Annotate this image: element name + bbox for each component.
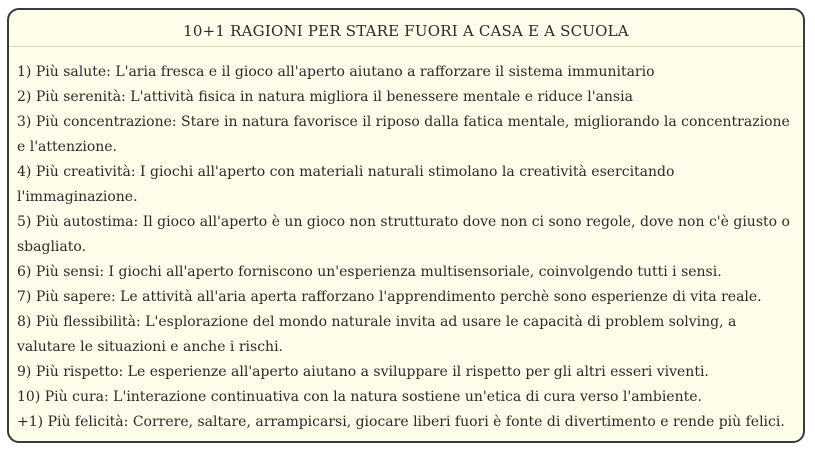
item-text: Le attività all'aria aperta rafforzano l'apprendimento perchè sono esperienze di vita reale. — [120, 289, 762, 305]
item-number: 5) — [17, 214, 32, 230]
item-heading: Più autostima: — [35, 214, 139, 230]
list-item — [17, 60, 799, 85]
item-text: Stare in natura favorisce il riposo dalla fatica mentale, migliorando la concentrazione e l'attenzione. — [17, 114, 790, 155]
item-heading: Più flessibilità: — [35, 314, 141, 330]
item-number: 1) — [17, 64, 32, 80]
title-divider — [9, 46, 803, 47]
list-item — [17, 210, 799, 260]
list-item — [17, 410, 799, 435]
item-number: 4) — [17, 164, 32, 180]
card-title: 10+1 RAGIONI PER STARE FUORI A CASA E A SCUOLA — [183, 22, 629, 40]
item-text: L'interazione continuativa con la natura sostiene un'etica di cura verso l'ambiente. — [113, 389, 702, 405]
item-text: L'attività fisica in natura migliora il benessere mentale e riduce l'ansia — [130, 89, 633, 105]
item-text: L'aria fresca e il gioco all'aperto aiutano a rafforzare il sistema immunitario — [115, 64, 655, 80]
item-text: L'esplorazione del mondo naturale invita ad usare le capacità di problem solving, a valutare le situazioni e anche i rischi. — [17, 314, 737, 355]
item-heading: Più concentrazione: — [35, 114, 177, 130]
list-item — [17, 260, 799, 285]
item-heading: Più rispetto: — [35, 364, 124, 380]
list-item — [17, 160, 799, 210]
item-text: Le esperienze all'aperto aiutano a sviluppare il rispetto per gli altri esseri viventi. — [127, 364, 709, 380]
item-number: 2) — [17, 89, 32, 105]
item-text: Il gioco all'aperto è un gioco non strutturato dove non ci sono regole, dove non c'è giusto o sbagliato. — [17, 214, 790, 255]
item-number: 8) — [17, 314, 32, 330]
item-heading: Più sapere: — [35, 289, 116, 305]
item-number: +1) — [17, 414, 44, 430]
list-item — [17, 385, 799, 410]
list-item — [17, 360, 799, 385]
list-item — [17, 85, 799, 110]
item-text: I giochi all'aperto con materiali naturali stimolano la creatività esercitando l'immaginazione. — [17, 164, 675, 205]
item-heading: Più felicità: — [47, 414, 129, 430]
item-number: 7) — [17, 289, 32, 305]
item-heading: Più sensi: — [35, 264, 105, 280]
item-number: 6) — [17, 264, 32, 280]
item-heading: Più salute: — [35, 64, 111, 80]
item-text: Correre, saltare, arrampicarsi, giocare liberi fuori è fonte di divertimento e rende più felici. — [132, 414, 785, 430]
list-item — [17, 285, 799, 310]
reasons-card — [7, 8, 805, 443]
item-text: I giochi all'aperto forniscono un'esperienza multisensoriale, coinvolgendo tutti i sensi. — [108, 264, 722, 280]
item-heading: Più serenità: — [35, 89, 126, 105]
item-heading: Più cura: — [44, 389, 109, 405]
list-item — [17, 110, 799, 160]
item-number: 3) — [17, 114, 32, 130]
item-heading: Più creatività: — [35, 164, 136, 180]
item-number: 9) — [17, 364, 32, 380]
item-number: 10) — [17, 389, 41, 405]
reasons-list — [17, 60, 799, 435]
list-item — [17, 310, 799, 360]
